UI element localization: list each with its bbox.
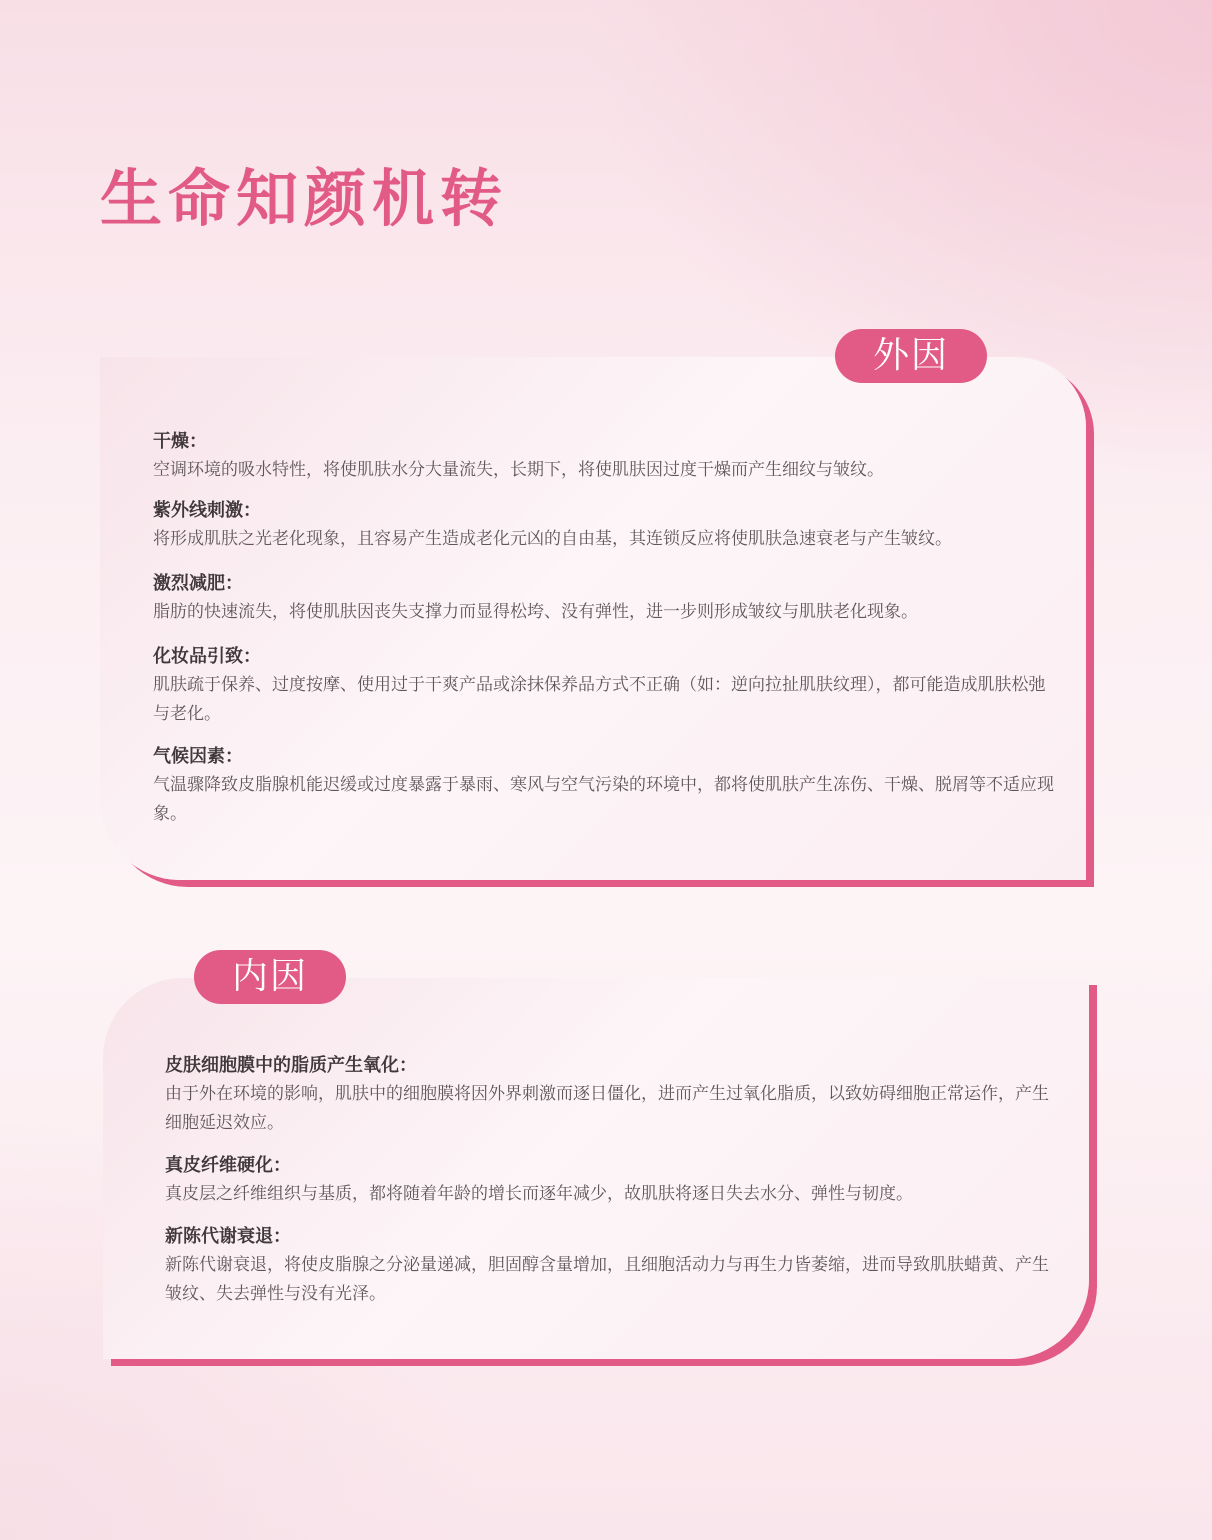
- item-body: 气温骤降致皮脂腺机能迟缓或过度暴露于暴雨、寒风与空气污染的环境中，都将使肌肤产生冻伤、干燥、脱屑等不适应现象。: [153, 775, 1054, 824]
- external-item-dieting: [153, 570, 1058, 627]
- item-body: 由于外在环境的影响，肌肤中的细胞膜将因外界刺激而逐日僵化，进而产生过氧化脂质，以致妨碍细胞正常运作，产生细胞延迟效应。: [165, 1084, 1049, 1133]
- item-body: 将形成肌肤之光老化现象，且容易产生造成老化元凶的自由基，其连锁反应将使肌肤急速衰老与产生皱纹。: [153, 529, 952, 549]
- item-heading: 新陈代谢衰退：: [165, 1226, 291, 1247]
- external-causes-list: [153, 428, 1058, 829]
- item-body: 新陈代谢衰退，将使皮脂腺之分泌量递减，胆固醇含量增加，且细胞活动力与再生力皆萎缩，进而导致肌肤蜡黄、产生皱纹、失去弹性与没有光泽。: [165, 1255, 1049, 1304]
- internal-causes-list: [165, 1052, 1065, 1309]
- external-item-cosmetics: [153, 643, 1058, 729]
- internal-item-lipid-oxidation: [165, 1052, 1065, 1138]
- item-body: 空调环境的吸水特性，将使肌肤水分大量流失，长期下，将使肌肤因过度干燥而产生细纹与皱纹。: [153, 460, 884, 480]
- item-heading: 化妆品引致：: [153, 646, 261, 667]
- external-item-uv: [153, 497, 1058, 554]
- item-body: 真皮层之纤维组织与基质，都将随着年龄的增长而逐年减少，故肌肤将逐日失去水分、弹性与韧度。: [165, 1184, 913, 1204]
- item-heading: 干燥：: [153, 431, 207, 452]
- internal-item-dermis-hardening: [165, 1152, 1065, 1209]
- item-body: 肌肤疏于保养、过度按摩、使用过于干爽产品或涂抹保养品方式不正确（如：逆向拉扯肌肤纹理），都可能造成肌肤松弛与老化。: [153, 675, 1046, 724]
- page-title: 生命知颜机转: [100, 162, 509, 235]
- internal-causes-tag: 内因: [194, 950, 346, 1004]
- item-heading: 紫外线刺激：: [153, 500, 261, 521]
- item-heading: 皮肤细胞膜中的脂质产生氧化：: [165, 1055, 417, 1076]
- internal-item-metabolism-decline: [165, 1223, 1065, 1309]
- item-heading: 真皮纤维硬化：: [165, 1155, 291, 1176]
- item-body: 脂肪的快速流失，将使肌肤因丧失支撑力而显得松垮、没有弹性，进一步则形成皱纹与肌肤老化现象。: [153, 602, 918, 622]
- external-causes-tag: 外因: [835, 329, 987, 383]
- external-item-climate: [153, 743, 1058, 829]
- item-heading: 气候因素：: [153, 746, 243, 767]
- external-item-dryness: [153, 428, 1058, 485]
- item-heading: 激烈减肥：: [153, 573, 243, 594]
